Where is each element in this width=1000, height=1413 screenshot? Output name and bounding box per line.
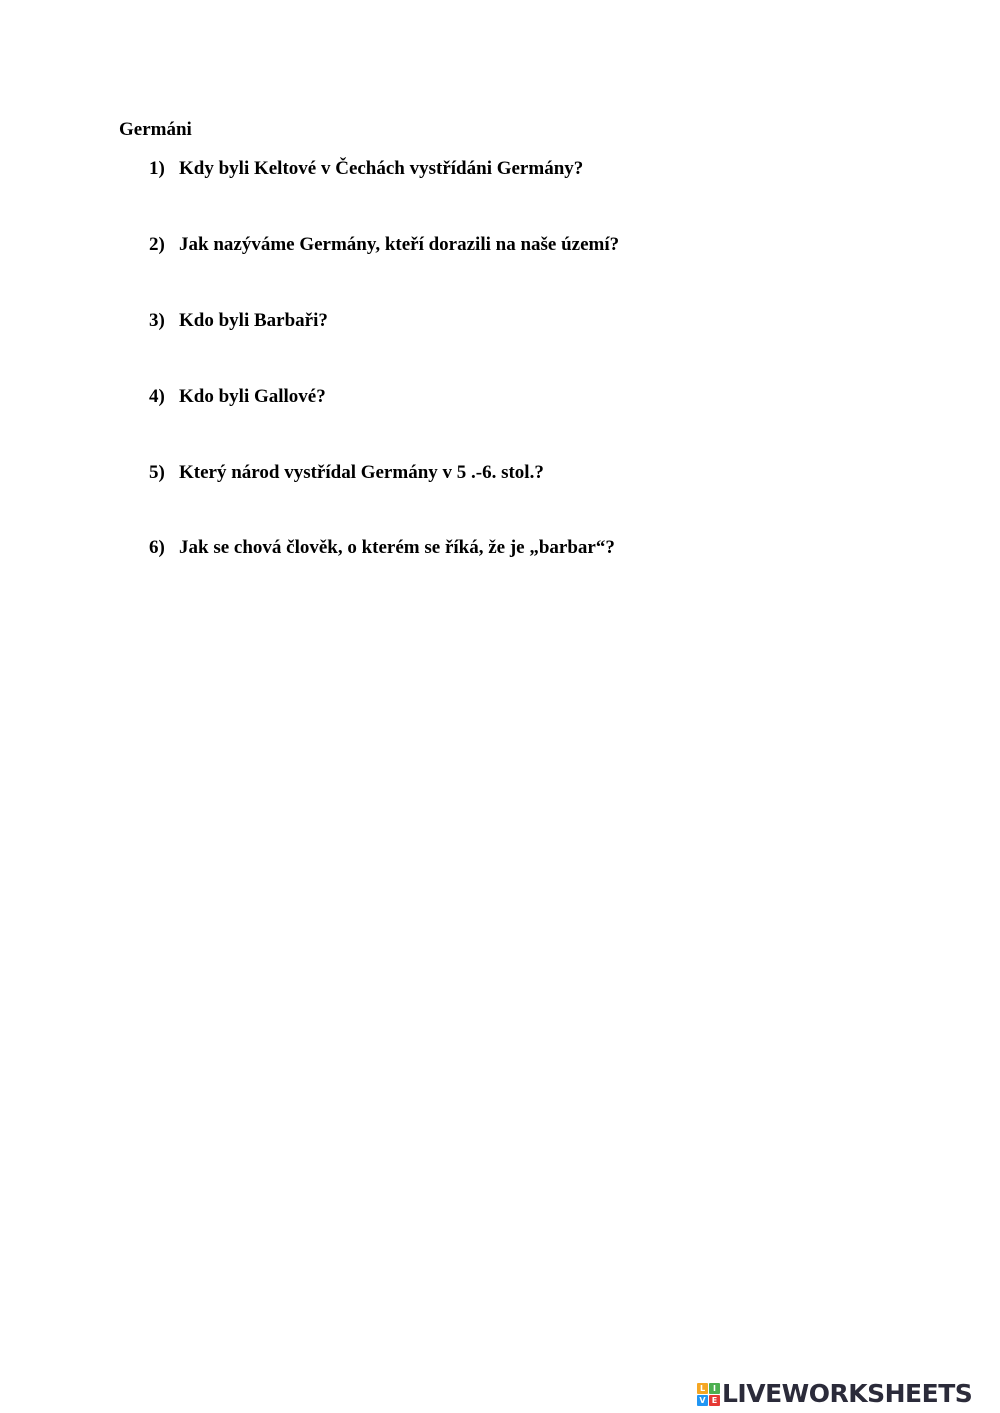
- question-text: Jak nazýváme Germány, kteří dorazili na naše území?: [179, 234, 620, 255]
- logo-letter: I: [709, 1383, 720, 1394]
- question-number: 3): [149, 310, 165, 331]
- question-item: [149, 308, 328, 334]
- question-number: 6): [149, 537, 165, 558]
- question-item: [149, 460, 544, 486]
- question-item: [149, 156, 583, 182]
- question-number: 4): [149, 386, 165, 407]
- question-text: Kdo byli Gallové?: [179, 386, 326, 407]
- logo-letter: E: [709, 1395, 720, 1406]
- logo-mark-icon: [697, 1383, 720, 1406]
- question-item: [149, 535, 615, 561]
- question-text: Jak se chová člověk, o kterém se říká, že je „barbar“?: [179, 537, 615, 558]
- brand-text: LIVEWORKSHEETS: [722, 1379, 973, 1408]
- question-text: Kdy byli Keltové v Čechách vystřídáni Germány?: [179, 158, 584, 179]
- logo-letter: L: [697, 1383, 708, 1394]
- logo-letter: V: [697, 1395, 708, 1406]
- question-item: [149, 232, 619, 258]
- question-text: Kdo byli Barbaři?: [179, 310, 328, 331]
- liveworksheets-logo: [697, 1378, 972, 1410]
- question-number: 2): [149, 234, 165, 255]
- question-text: Který národ vystřídal Germány v 5 .-6. stol.?: [179, 462, 544, 483]
- page-title: Germáni: [119, 119, 192, 140]
- question-number: 1): [149, 158, 165, 179]
- question-number: 5): [149, 462, 165, 483]
- question-item: [149, 384, 326, 410]
